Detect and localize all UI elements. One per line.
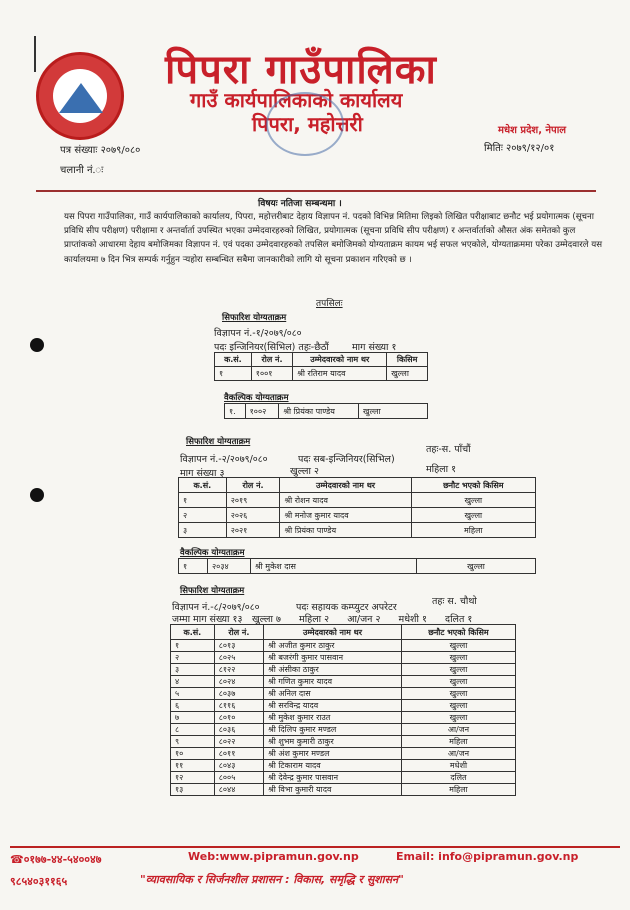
block2-alt-title: वैकल्पिक योग्यताक्रम [180,548,245,558]
cell: ९ [171,736,215,748]
col-header: रोल नं. [214,625,263,640]
cell: २०२६ [226,508,280,523]
block2-demand: माग संख्या ३ [180,468,225,479]
table-row [179,523,536,538]
table-row [171,664,516,676]
block3-demand: जम्मा माग संख्या १३ [172,614,243,625]
cell: २०३४ [208,559,251,574]
block3-quota: खुल्ला ७ महिला २ आ/जन २ मधेशी १ दलित १ [252,614,473,625]
col-header: रोल नं. [226,478,280,493]
table-header-row [171,625,516,640]
office-sub: गाउँ कार्यपालिकाको कार्यालय [190,88,403,112]
cell: श्री रोशन यादव [280,493,411,508]
cell: २०२१ [226,523,280,538]
cell: खुल्ला [359,404,428,419]
cell: श्री विभा कुमारी यादव [264,784,402,796]
table-row [171,640,516,652]
table-row [179,508,536,523]
table-row [171,688,516,700]
cell: ८०१३ [214,640,263,652]
cell: ८०३७ [214,688,263,700]
cell: ३ [171,664,215,676]
cell: १. [225,404,246,419]
block2-vigyapan: विज्ञापन नं.-२/२०७९/०८० [180,454,268,465]
cell: ८०२४ [214,676,263,688]
cell: खुल्ला [417,559,536,574]
table-header-row [215,353,428,367]
cell: खुल्ला [401,640,515,652]
col-header: किसिम [387,353,428,367]
block2-table [178,477,536,538]
cell: ११ [171,760,215,772]
pen-mark [34,36,36,72]
body-paragraph: यस पिपरा गाउँपालिका, गाउँ कार्यपालिकाको कार्यालय, पिपरा, महोत्तरीबाट देहाय विज्ञापन नं. पदको विभिन्न मितिमा लिइको लिखित परीक्षाबाट छनौट भई प्रयोगात्मक (सूचना प्रविधि सीप परीक्षण) परीक्षामा र अन्तर्वार्ता उपस्थित भएका उम्मेदवारहरुको लिखित, प्रयोगात्मक (सूचना प्रविधि सीप परीक्षण) र अन्तर्वार्ताको औसत अंक समेतको कुल प्राप्तांकको आधारमा देहाय बमोजिमका विज्ञापन नं. एवं पदका उम्मेदवारहरुको तपसिल बमोजिमको योग्यताक्रम कायम भई सफल भएकोले, योग्यताक्रममा परेका उम्मेदवारले यस कार्यालयमा ७ दिन भित्र सम्पर्क गर्नुहुन र्‍यहोरा सम्बन्धित सबैमा जानकारीको लागि यो सूचना प्रकाशन गरिएको छ । [64,212,603,265]
cell: १ [179,559,208,574]
footer-email[interactable]: Email: info@pipramun.gov.np [396,850,579,863]
date-label: मितिः २०७९/१२/०१ [484,143,555,154]
cell: १ [215,367,252,381]
table-row [171,772,516,784]
cell: मधेशी [401,760,515,772]
cell: ८०४४ [214,784,263,796]
cell: १००१ [251,367,292,381]
cell: ८१२२ [214,664,263,676]
block1-alt-table [224,403,428,419]
table-row [171,724,516,736]
block1-vigyapan: विज्ञापन नं.-१/२०७९/०८० [214,328,302,339]
footer-mobile: ९८५४०३११६५ [10,875,68,888]
cell: दलित [401,772,515,784]
cell: खुल्ला [401,688,515,700]
cell: खुल्ला [401,664,515,676]
block3-vigyapan: विज्ञापन नं.-८/२०७९/०८० [172,602,260,613]
col-header: रोल नं. [251,353,292,367]
header-divider [36,190,596,192]
cell: श्री गणित कुमार यादव [264,676,402,688]
col-header: उम्मेदवारको नाम थर [293,353,387,367]
col-header: छनौट भएको किसिम [411,478,535,493]
footer-divider [10,846,620,848]
cell: आ/जन [401,724,515,736]
cell: श्री अंसीका ठाकुर [264,664,402,676]
subject: विषयः नतिजा सम्बन्धमा । [258,199,342,209]
cell: खुल्ला [401,700,515,712]
cell: खुल्ला [401,676,515,688]
table-row [171,736,516,748]
nepal-emblem-logo [36,52,124,140]
office-stamp [266,92,344,156]
cell: महिला [401,736,515,748]
cell: ८ [171,724,215,736]
cell: श्री रतिराम यादव [293,367,387,381]
block1-alt-title: वैकल्पिक योग्यताक्रम [224,393,289,403]
table-row [171,676,516,688]
col-header: उम्मेदवारको नाम थर [280,478,411,493]
ref-number: पत्र संख्याः २०७९/०८० [60,145,141,156]
cell: श्री प्रियंका पाण्डेय [280,523,411,538]
cell: ६ [171,700,215,712]
cell: श्री अनिल दास [264,688,402,700]
footer-web[interactable]: Web:www.pipramun.gov.np [188,850,359,863]
cell: श्री सरविन्द्र यादव [264,700,402,712]
punch-hole [30,488,44,502]
col-header: क.सं. [171,625,215,640]
cell: श्री बजरंगी कुमार पासवान [264,652,402,664]
cell: श्री प्रियंका पाण्डेय [279,404,359,419]
block2-open: खुल्ला २ [290,466,319,477]
table-header-row [179,478,536,493]
cell: आ/जन [401,748,515,760]
cell: ८११६ [214,700,263,712]
cell: श्री अंश कुमार मण्डल [264,748,402,760]
tapsil-label: तपसिलः [316,299,343,309]
block1-table [214,352,428,381]
table-row [171,784,516,796]
table-row [171,700,516,712]
block3-post: पदः सहायक कम्प्युटर अपरेटर [296,602,397,613]
cell: ४ [171,676,215,688]
cell: खुल्ला [411,508,535,523]
cell: १००२ [245,404,279,419]
table-row [171,748,516,760]
cell: ८००५ [214,772,263,784]
cell: श्री अजीत कुमार ठाकुर [264,640,402,652]
cell: खुल्ला [411,493,535,508]
cell: १० [171,748,215,760]
block2-post: पदः सब-इन्जिनियर(सिभिल) [298,454,395,465]
cell: श्री दिलिप कुमार मण्डल [264,724,402,736]
cell: श्री देवेन्द्र कुमार पासवान [264,772,402,784]
table-row [171,712,516,724]
block1-demand: माग संख्या १ [352,342,397,353]
table-row [179,559,536,574]
cell: खुल्ला [401,712,515,724]
cell: महिला [401,784,515,796]
cell: १ [171,640,215,652]
table-row [171,760,516,772]
block3-table [170,624,516,796]
cell: २ [171,652,215,664]
block2-title: सिफारिश योग्यताक्रम [186,437,251,447]
province-label: मधेश प्रदेश, नेपाल [498,125,567,136]
cell: १३ [171,784,215,796]
cell: ३ [179,523,227,538]
col-header: उम्मेदवारको नाम थर [264,625,402,640]
dispatch-number: चलानी नं.ः [60,165,104,176]
block3-title: सिफारिश योग्यताक्रम [180,586,245,596]
cell: १२ [171,772,215,784]
cell: श्री मुकेश कुमार राउत [264,712,402,724]
footer-slogan: "व्यावसायिक र सिर्जनशील प्रशासन : विकास, समृद्धि र सुशासन" [140,873,404,886]
cell: २ [179,508,227,523]
block2-women: महिला १ [426,464,457,475]
cell: श्री टिकाराम यादव [264,760,402,772]
block1-post: पदः इन्जिनियर(सिभिल) तहः-छैठौं [214,342,329,353]
cell: श्री मनोज कुमार यादव [280,508,411,523]
cell: ७ [171,712,215,724]
office-location: पिपरा, महोत्तरी [252,112,363,136]
cell: ८०१० [214,712,263,724]
cell: ८०३६ [214,724,263,736]
table-row [179,493,536,508]
col-header: छनौट भएको किसिम [401,625,515,640]
cell: श्री मुकेश दास [251,559,417,574]
col-header: क.सं. [179,478,227,493]
block2-alt-table [178,558,536,574]
block1-title: सिफारिश योग्यताक्रम [222,313,287,323]
cell: २०१९ [226,493,280,508]
table-row [215,367,428,381]
col-header: क.सं. [215,353,252,367]
punch-hole [30,338,44,352]
table-row [171,652,516,664]
cell: १ [179,493,227,508]
cell: ५ [171,688,215,700]
cell: महिला [411,523,535,538]
cell: खुल्ला [401,652,515,664]
footer-phone: ☎०१७७-४४-५४००४७ [10,853,102,866]
table-row [225,404,428,419]
block2-level: तहः-स. पाँचौं [426,444,471,455]
cell: ८०२५ [214,652,263,664]
cell: खुल्ला [387,367,428,381]
cell: श्री शुभम कुमारी ठाकुर [264,736,402,748]
cell: ८०२२ [214,736,263,748]
office-name: पिपरा गाउँपालिका [165,47,437,93]
cell: ८०४३ [214,760,263,772]
block3-level: तहः स. चौथो [432,596,477,607]
cell: ८०११ [214,748,263,760]
